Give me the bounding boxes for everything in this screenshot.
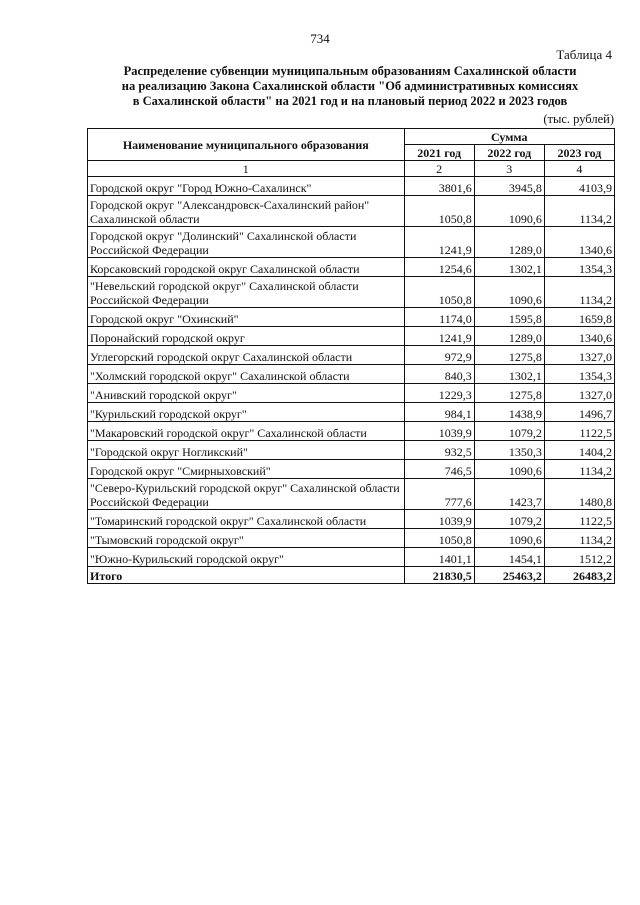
municipality-name: "Холмский городской округ" Сахалинской области [88, 365, 405, 384]
amount-2021: 1050,8 [404, 196, 474, 227]
municipality-name: "Городской округ Ногликский" [88, 441, 405, 460]
table-body [88, 177, 615, 567]
municipality-name: Городской округ "Город Южно-Сахалинск" [88, 177, 405, 196]
total-2021: 21830,5 [404, 567, 474, 584]
table-row [88, 510, 615, 529]
amount-2022: 1079,2 [474, 422, 544, 441]
table-row [88, 529, 615, 548]
amount-2021: 3801,6 [404, 177, 474, 196]
amount-2021: 840,3 [404, 365, 474, 384]
amount-2021: 1050,8 [404, 277, 474, 308]
amount-2021: 1039,9 [404, 510, 474, 529]
amount-2021: 932,5 [404, 441, 474, 460]
header-year: 2021 год [404, 145, 474, 161]
amount-2023: 1134,2 [544, 277, 614, 308]
table-row [88, 258, 615, 277]
amount-2021: 984,1 [404, 403, 474, 422]
amount-2023: 1354,3 [544, 365, 614, 384]
header-year: 2023 год [544, 145, 614, 161]
table-row [88, 177, 615, 196]
amount-2021: 777,6 [404, 479, 474, 510]
table-row [88, 277, 615, 308]
header-name: Наименование муниципального образования [88, 129, 405, 161]
amount-2022: 1350,3 [474, 441, 544, 460]
amount-2021: 746,5 [404, 460, 474, 479]
amount-2021: 1039,9 [404, 422, 474, 441]
page-number: 734 [310, 31, 330, 46]
municipality-name: "Анивский городской округ" [88, 384, 405, 403]
amount-2022: 1454,1 [474, 548, 544, 567]
amount-2023: 1340,6 [544, 227, 614, 258]
header-year: 2022 год [474, 145, 544, 161]
amount-2021: 1174,0 [404, 308, 474, 327]
amount-2023: 1134,2 [544, 529, 614, 548]
column-index: 1 [88, 161, 405, 177]
amount-2022: 1289,0 [474, 327, 544, 346]
amount-2022: 1275,8 [474, 346, 544, 365]
municipality-name: Углегорский городской округ Сахалинской области [88, 346, 405, 365]
amount-2022: 1438,9 [474, 403, 544, 422]
municipality-name: "Невельский городской округ" Сахалинской области Российской Федерации [88, 277, 405, 308]
amount-2022: 1302,1 [474, 365, 544, 384]
amount-2023: 1327,0 [544, 346, 614, 365]
amount-2022: 1090,6 [474, 196, 544, 227]
municipality-name: Городской округ "Александровск-Сахалинский район" Сахалинской области [88, 196, 405, 227]
amount-2021: 1229,3 [404, 384, 474, 403]
amount-2023: 1122,5 [544, 422, 614, 441]
table-row [88, 479, 615, 510]
column-index: 4 [544, 161, 614, 177]
table-row [88, 422, 615, 441]
total-row [88, 567, 615, 584]
table-row [88, 548, 615, 567]
amount-2023: 1659,8 [544, 308, 614, 327]
amount-2023: 1354,3 [544, 258, 614, 277]
amount-2023: 4103,9 [544, 177, 614, 196]
column-index: 3 [474, 161, 544, 177]
table-row [88, 346, 615, 365]
municipality-name: "Курильский городской округ" [88, 403, 405, 422]
municipality-name: Поронайский городской округ [88, 327, 405, 346]
municipality-name: "Томаринский городской округ" Сахалинской области [88, 510, 405, 529]
table-row [88, 403, 615, 422]
units-label: (тыс. рублей) [543, 112, 614, 126]
amount-2022: 1090,6 [474, 460, 544, 479]
amount-2021: 972,9 [404, 346, 474, 365]
amount-2023: 1327,0 [544, 384, 614, 403]
header-sum: Сумма [404, 129, 614, 145]
amount-2023: 1134,2 [544, 196, 614, 227]
amount-2021: 1254,6 [404, 258, 474, 277]
municipality-name: Городской округ "Смирныховский" [88, 460, 405, 479]
amount-2022: 1090,6 [474, 277, 544, 308]
amount-2022: 1275,8 [474, 384, 544, 403]
table-row [88, 227, 615, 258]
column-index: 2 [404, 161, 474, 177]
table-row [88, 365, 615, 384]
amount-2023: 1134,2 [544, 460, 614, 479]
table-row [88, 460, 615, 479]
amount-2022: 1595,8 [474, 308, 544, 327]
amount-2021: 1241,9 [404, 327, 474, 346]
title-line: Распределение субвенции муниципальным образованиям Сахалинской области [123, 64, 577, 78]
total-label: Итого [88, 567, 405, 584]
title-line: в Сахалинской области" на 2021 год и на плановый период 2022 и 2023 годов [132, 94, 568, 108]
table-row [88, 308, 615, 327]
amount-2021: 1241,9 [404, 227, 474, 258]
table-row [88, 384, 615, 403]
amount-2023: 1496,7 [544, 403, 614, 422]
table-row [88, 327, 615, 346]
municipality-name: Корсаковский городской округ Сахалинской области [88, 258, 405, 277]
total-2022: 25463,2 [474, 567, 544, 584]
municipality-name: "Южно-Курильский городской округ" [88, 548, 405, 567]
amount-2021: 1401,1 [404, 548, 474, 567]
municipality-name: "Северо-Курильский городской округ" Сахалинской области Российской Федерации [88, 479, 405, 510]
amount-2022: 1090,6 [474, 529, 544, 548]
amount-2021: 1050,8 [404, 529, 474, 548]
amount-2023: 1512,2 [544, 548, 614, 567]
amount-2023: 1404,2 [544, 441, 614, 460]
amount-2022: 1289,0 [474, 227, 544, 258]
table-row [88, 196, 615, 227]
subvention-table [87, 128, 615, 584]
amount-2023: 1122,5 [544, 510, 614, 529]
amount-2022: 1079,2 [474, 510, 544, 529]
amount-2023: 1480,8 [544, 479, 614, 510]
amount-2023: 1340,6 [544, 327, 614, 346]
municipality-name: Городской округ "Долинский" Сахалинской области Российской Федерации [88, 227, 405, 258]
total-2023: 26483,2 [544, 567, 614, 584]
amount-2022: 1302,1 [474, 258, 544, 277]
table-label: Таблица 4 [556, 47, 612, 62]
municipality-name: "Тымовский городской округ" [88, 529, 405, 548]
amount-2022: 3945,8 [474, 177, 544, 196]
table-row [88, 441, 615, 460]
title-line: на реализацию Закона Сахалинской области "Об административных комиссиях [121, 79, 579, 93]
amount-2022: 1423,7 [474, 479, 544, 510]
municipality-name: Городской округ "Охинский" [88, 308, 405, 327]
document-title [86, 64, 614, 109]
municipality-name: "Макаровский городской округ" Сахалинской области [88, 422, 405, 441]
